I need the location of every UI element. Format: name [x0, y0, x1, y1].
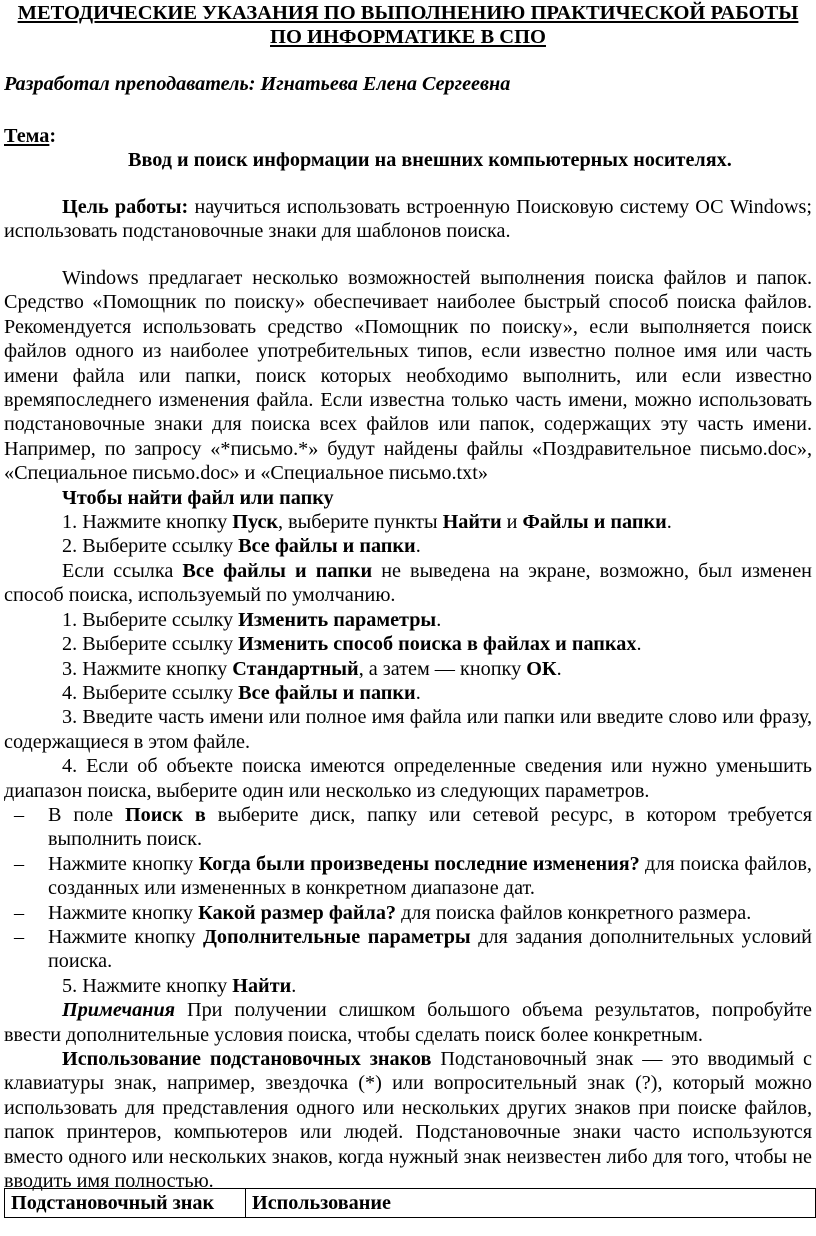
- link-name-all-files: Все файлы и папки: [238, 681, 416, 704]
- wildcards-label: Использование подстановочных знаков: [62, 1048, 432, 1070]
- goal-paragraph: [4, 195, 812, 244]
- bullet-text: выберите диск, папку или сетевой ресурс, в котором требуется выполнить поиск.: [48, 803, 812, 851]
- bullet-text: для поиска файлов конкретного размера.: [396, 901, 752, 924]
- bullet-text: Нажмите кнопку: [48, 901, 199, 924]
- document-title: [0, 2, 816, 49]
- note-paragraph: [4, 998, 812, 1047]
- step-text: 4. Выберите ссылку: [62, 681, 239, 704]
- link-name-all-files: Все файлы и папки: [238, 535, 416, 558]
- button-name-when-modified: Когда были произведены последние изменения?: [198, 852, 640, 875]
- step-text: 2. Выберите ссылку: [62, 535, 239, 558]
- topic-label: [4, 124, 56, 148]
- step-text: 3. Нажмите кнопку: [62, 657, 233, 680]
- link-name-all-files: Все файлы и папки: [182, 559, 373, 582]
- main-content: [4, 266, 812, 1193]
- step-refine-search: 4. Если об объекте поиска имеются определенные сведения или нужно уменьшить диапазон поиска, выберите один или несколько из следующих параметров.: [4, 755, 812, 802]
- link-name-change-params: Изменить параметры: [238, 608, 437, 631]
- note-text: При получении слишком большого объема результатов, попробуйте ввести дополнительные условия поиска, чтобы сделать поиск более конкретным.: [4, 999, 812, 1046]
- step-text: 1. Выберите ссылку: [62, 608, 239, 631]
- wildcards-paragraph: [4, 1047, 812, 1193]
- dash-bullet-icon: –: [14, 925, 25, 948]
- table-header-row: [5, 1189, 816, 1218]
- paragraph-text: Если ссылка: [62, 559, 183, 582]
- note-label: Примечания: [62, 999, 176, 1022]
- button-name-ok: ОК: [526, 657, 557, 680]
- bullet-text: для задания дополнительных условий поиска.: [48, 925, 812, 973]
- step-text: .: [415, 535, 421, 558]
- bullet-text: Нажмите кнопку: [48, 852, 199, 875]
- step-text: 2. Выберите ссылку: [62, 633, 239, 656]
- dash-bullet-icon: –: [14, 901, 25, 924]
- step-text: .: [636, 633, 642, 656]
- step-text: , выберите пункты: [278, 511, 443, 534]
- dash-bullet-icon: –: [14, 803, 25, 826]
- step-text: 1. Нажмите кнопку: [62, 511, 233, 534]
- bullet-advanced: [4, 925, 812, 974]
- field-name-search-in: Поиск в: [124, 803, 206, 826]
- author-line: Разработал преподаватель: Игнатьева Елена Сергеевна: [4, 73, 511, 95]
- goal-text: научиться использовать встроенную Поисковую систему ОС Windows; использовать подстановочные знаки для шаблонов поиска.: [4, 196, 812, 243]
- step-text: .: [666, 511, 672, 534]
- alt-step-4: [62, 681, 812, 705]
- step-text: 5. Нажмите кнопку: [62, 974, 233, 997]
- paragraph-text: не выведена на экране, возможно, был изменен способ поиска, используемый по умолчанию.: [4, 559, 812, 607]
- topic-label-colon: :: [49, 125, 57, 147]
- title-line-1: МЕТОДИЧЕСКИЕ УКАЗАНИЯ ПО ВЫПОЛНЕНИЮ ПРАКТИЧЕСКОЙ РАБОТЫ: [17, 2, 799, 24]
- if-link-missing-paragraph: [4, 559, 812, 608]
- button-name-find: Найти: [232, 974, 292, 997]
- bullet-text: В поле: [48, 803, 125, 826]
- table-header-wildcard: Подстановочный знак: [5, 1189, 246, 1218]
- topic-label-text: Тема: [4, 125, 50, 147]
- step-text: .: [436, 608, 442, 631]
- bullet-text: для поиска файлов, созданных или измененных в конкретном диапазоне дат.: [48, 852, 812, 900]
- menu-name-files-folders: Файлы и папки: [522, 511, 667, 534]
- button-name-start: Пуск: [232, 511, 279, 534]
- bullet-file-size: [4, 901, 812, 925]
- step-5-find: [62, 974, 812, 998]
- step-text: .: [291, 974, 297, 997]
- button-name-advanced: Дополнительные параметры: [203, 925, 471, 948]
- alt-step-3: [62, 657, 812, 681]
- menu-name-find: Найти: [442, 511, 502, 534]
- link-name-change-search-method: Изменить способ поиска в файлах и папках: [238, 633, 637, 656]
- step-1-start: [62, 510, 812, 534]
- button-name-file-size: Какой размер файла?: [198, 901, 397, 924]
- step-text: , а затем — кнопку: [358, 657, 527, 680]
- alt-step-2: [62, 632, 812, 656]
- alt-step-1: [62, 608, 812, 632]
- find-heading: Чтобы найти файл или папку: [62, 486, 334, 509]
- topic-title: Ввод и поиск информации на внешних компьютерных носителях.: [128, 149, 732, 171]
- bullet-text: Нажмите кнопку: [48, 925, 203, 948]
- dash-bullet-icon: –: [14, 852, 25, 875]
- button-name-standard: Стандартный: [232, 657, 359, 680]
- title-line-2: ПО ИНФОРМАТИКЕ В СПО: [270, 25, 546, 48]
- wildcards-text: Подстановочный знак — это вводимый с клавиатуры знак, например, звездочка (*) или вопросительный знак (?), который можно использовать для представления одного или нескольких других знаков при поиске файлов, папок принтеров, компьютеров или людей. Подстановочные знаки часто используются вместо одного или нескольких знаков, когда нужный знак неизвестен либо для того, чтобы не вводить имя полностью.: [4, 1048, 812, 1193]
- step-text: и: [501, 511, 523, 534]
- step-2-all-files: [62, 534, 812, 558]
- step-text: .: [415, 681, 421, 704]
- bullet-search-in: [4, 803, 812, 852]
- table-header-usage: Использование: [246, 1189, 816, 1218]
- goal-label: Цель работы:: [62, 196, 189, 218]
- step-text: .: [556, 657, 562, 680]
- bullet-last-modified: [4, 852, 812, 901]
- wildcards-table: [4, 1188, 816, 1218]
- intro-paragraph: Windows предлагает несколько возможностей выполнения поиска файлов и папок. Средство «Помощник по поиску» обеспечивает наиболее быстрый способ поиска файлов. Рекомендуется использовать средство «Помощник по поиску», если выполняется поиск файлов одного из наиболее употребительных типов, если известно полное имя или часть имени файла или папки, поиск которых необходимо выполнить, или если известно времяпоследнего изменения файла. Если известна только часть имени, можно использовать подстановочные знаки для поиска всех файлов или папок, содержащих эту часть имени. Например, по запросу «*письмо.*» будут найдены файлы «Поздравительное письмо.doc», «Специальное письмо.doc» и «Специальное письмо.txt»: [4, 267, 812, 485]
- step-enter-name: 3. Введите часть имени или полное имя файла или папки или введите слово или фразу, содержащиеся в этом файле.: [4, 706, 812, 753]
